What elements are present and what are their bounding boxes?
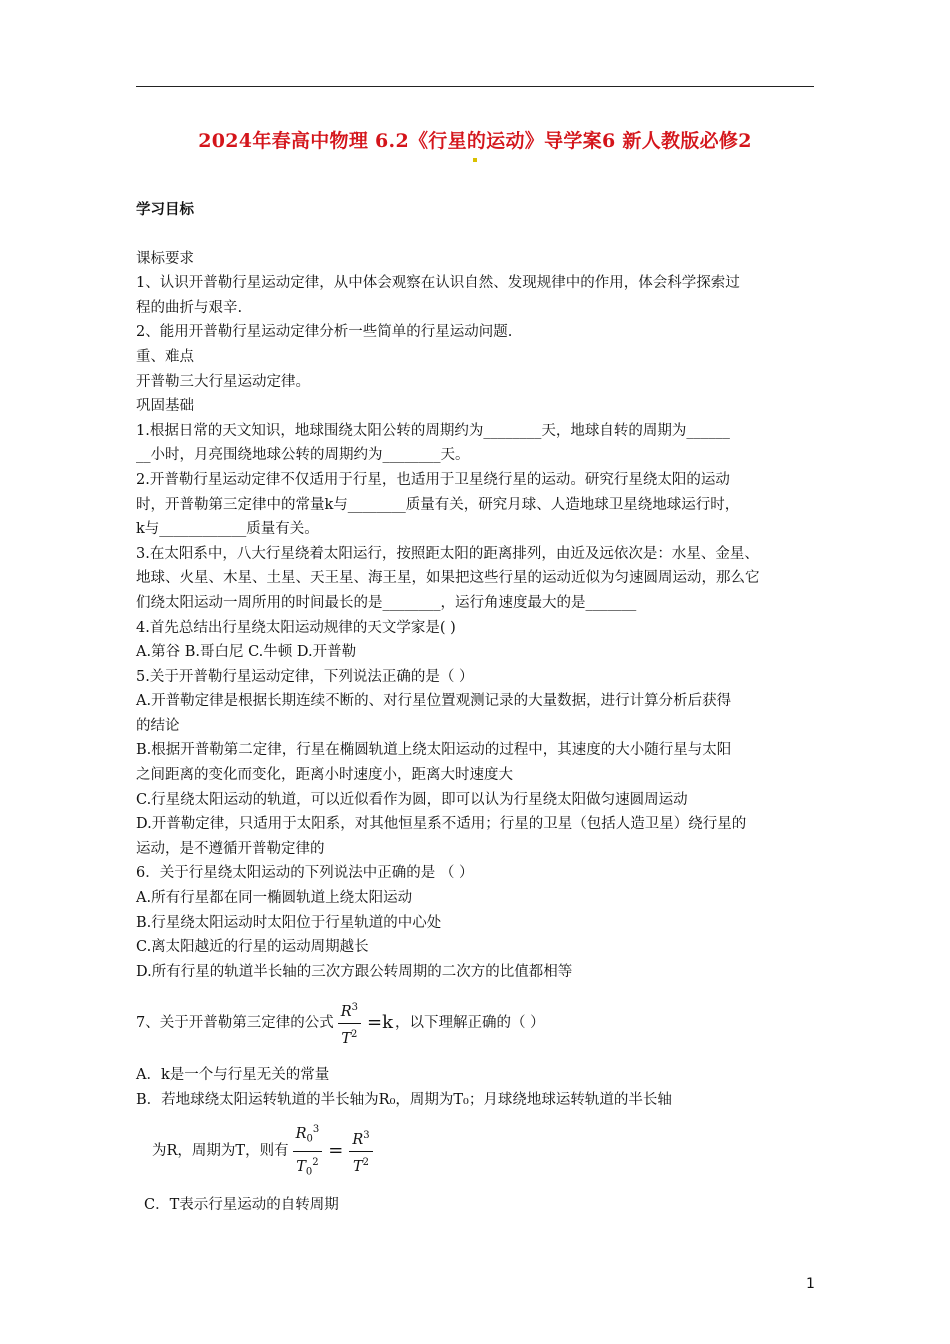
body-line: D.开普勒定律，只适用于太阳系，对其他恒星系不适用；行星的卫星（包括人造卫星）绕行星的 bbox=[136, 816, 747, 833]
body-line: 重、难点 bbox=[136, 348, 194, 365]
body-line: 的结论 bbox=[136, 717, 180, 734]
body-lines bbox=[136, 247, 816, 985]
moon-ratio-fraction: $\frac{R^3}{T^2}$ bbox=[349, 1126, 372, 1177]
body-line: k与____________质量有关。 bbox=[136, 521, 319, 538]
q7-prefix: 7、关于开普勒第三定律的公式 bbox=[136, 1015, 334, 1032]
q7-rhs: =k bbox=[367, 1012, 394, 1034]
question-7 bbox=[136, 998, 816, 1049]
body-line: 程的曲折与艰辛. bbox=[136, 299, 243, 316]
q7-option-a: A．k是一个与行星无关的常量 bbox=[136, 1067, 330, 1084]
body-line: 巩固基础 bbox=[136, 398, 194, 415]
body-line: 5.关于开普勒行星运动定律，下列说法正确的是（ ） bbox=[136, 668, 474, 685]
body-line: 6．关于行星绕太阳运动的下列说法中正确的是 （ ） bbox=[136, 865, 474, 882]
body-line: A.开普勒定律是根据长期连续不断的、对行星位置观测记录的大量数据，进行计算分析后获得 bbox=[136, 693, 732, 710]
title-marker-dot bbox=[473, 158, 477, 162]
earth-ratio-fraction: $\frac{R_0^3}{T_0^2}$ bbox=[293, 1120, 323, 1182]
header-rule bbox=[136, 86, 814, 87]
document-title: 2024年春高中物理 6.2《行星的运动》导学案6 新人教版必修2 bbox=[198, 130, 752, 152]
body-line: C.行星绕太阳运动的轨道，可以近似看作为圆，即可以认为行星绕太阳做匀速圆周运动 bbox=[136, 791, 688, 808]
body-line: 2、能用开普勒行星运动定律分析一些简单的行星运动问题. bbox=[136, 324, 513, 341]
q7-option-b-formula: 为R，周期为T，则有 $\frac{R_0^3}{T_0^2}$ = $\frac{R^3}{T^2}$ bbox=[136, 1120, 816, 1182]
body-line: C.离太阳越近的行星的运动周期越长 bbox=[136, 939, 369, 956]
q7-suffix: ，以下理解正确的（ ） bbox=[395, 1015, 545, 1032]
body-line: A.所有行星都在同一椭圆轨道上绕太阳运动 bbox=[136, 890, 413, 907]
body-line: A.第谷 B.哥白尼 C.牛顿 D.开普勒 bbox=[136, 644, 357, 661]
body-line: B.行星绕太阳运动时太阳位于行星轨道的中心处 bbox=[136, 914, 442, 931]
body-line: 之间距离的变化而变化，距离小时速度小，距离大时速度大 bbox=[136, 767, 513, 784]
document-body bbox=[136, 198, 816, 1217]
body-line: 课标要求 bbox=[136, 250, 194, 267]
body-line: 2.开普勒行星运动定律不仅适用于行星，也适用于卫星绕行星的运动。研究行星绕太阳的运动 bbox=[136, 471, 730, 488]
body-line: 1.根据日常的天文知识，地球围绕太阳公转的周期约为________天，地球自转的周期为______ bbox=[136, 422, 730, 439]
body-line: 4.首先总结出行星绕太阳运动规律的天文学家是( ) bbox=[136, 619, 456, 636]
body-line: 时，开普勒第三定律中的常量k与________质量有关，研究月球、人造地球卫星绕地球运行时， bbox=[136, 496, 740, 513]
body-line: 运动，是不遵循开普勒定律的 bbox=[136, 840, 325, 857]
page-number: 1 bbox=[806, 1276, 815, 1292]
body-line: 开普勒三大行星运动定律。 bbox=[136, 373, 310, 390]
q7-option-c: C．T表示行星运动的自转周期 bbox=[144, 1196, 339, 1213]
body-line: B.根据开普勒第二定律，行星在椭圆轨道上绕太阳运动的过程中，其速度的大小随行星与太阳 bbox=[136, 742, 732, 759]
body-line: D.所有行星的轨道半长轴的三次方跟公转周期的二次方的比值都相等 bbox=[136, 963, 573, 980]
q7-option-b: B．若地球绕太阳运转轨道的半长轴为R₀，周期为T₀；月球绕地球运转轨道的半长轴 bbox=[136, 1091, 672, 1108]
kepler-third-law-fraction: $\frac{R^3}{T^2}$ bbox=[338, 998, 361, 1049]
body-line: 3.在太阳系中，八大行星绕着太阳运行，按照距太阳的距离排列，由近及远依次是：水星、金星、 bbox=[136, 545, 759, 562]
section-heading: 学习目标 bbox=[136, 201, 194, 218]
body-line: 们绕太阳运动一周所用的时间最长的是________，运行角速度最大的是_______ bbox=[136, 594, 637, 611]
body-line: 地球、火星、木星、土星、天王星、海王星，如果把这些行星的运动近似为匀速圆周运动，那么它 bbox=[136, 570, 760, 587]
body-line: 1、认识开普勒行星运动定律，从中体会观察在认识自然、发现规律中的作用，体会科学探索过 bbox=[136, 275, 740, 292]
body-line: __小时，月亮围绕地球公转的周期约为________天。 bbox=[136, 447, 470, 464]
